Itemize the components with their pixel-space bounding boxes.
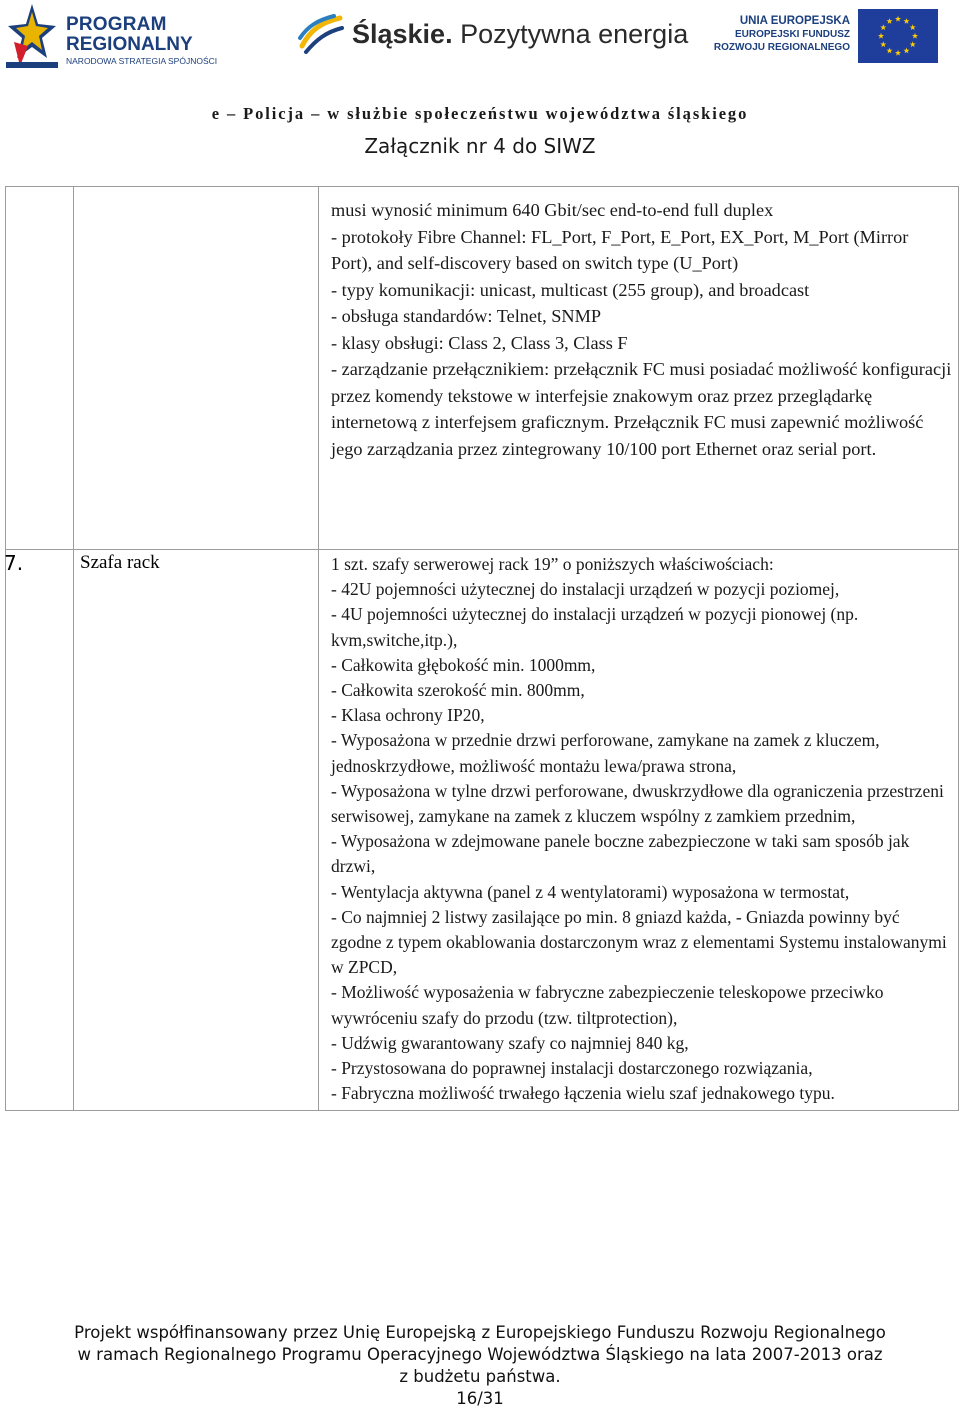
document-title: Załącznik nr 4 do SIWZ (364, 134, 596, 158)
row7-name: Szafa rack (80, 552, 160, 573)
eu-logo (712, 6, 956, 66)
footer-line3: z budżetu państwa. (399, 1367, 561, 1386)
page-number: 16/31 (456, 1389, 504, 1408)
footer-line2: w ramach Regionalnego Programu Operacyjnego Województwa Śląskiego na lata 2007-2013 oraz (77, 1345, 883, 1364)
eu-logo-text (714, 15, 850, 54)
logo-left-line3: NARODOWA STRATEGIA SPÓJNOŚCI (66, 56, 218, 66)
eu-flag-icon (858, 9, 938, 63)
row7-description: 1 szt. szafy serwerowej rack 19” o poniższych właściwościach: - 42U pojemności użytecznej do instalacji urządzeń w pozycji poziomej, - 4U pojemności użytecznej do instalacji urządzeń w pozycji pionowej (np. kvm,switche,itp.), - Całkowita głębokość min. 1000mm, - Całkowita szerokość min. 800mm, - Klasa ochrony IP20, - Wyposażona w przednie drzwi perforowane, zamykane na zamek z kluczem, jednoskrzydłowe, możliwość montażu lewa/prawa strona, - Wyposażona w tylne drzwi perforowane, dwuskrzydłowe dla ograniczenia przestrzeni serwisowej, zamykane na zamek z kluczem wspólny z zamkiem przednim, - Wyposażona w zdejmowane panele boczne zabezpieczone w taki sam sposób jak drzwi, - Wentylacja aktywna (panel z 4 wentylatorami) wyposażona w termostat, - Co najmniej 2 listwy zasilające po min. 8 gniazd każda, - Gniazda powinny być zgodne z typem okablowania dostarczonym wraz z elementami Systemu instalowanymi w ZPCD, - Możliwość wyposażenia w fabryczne zabezpieczenie teleskopowe przeciwko wywróceniu szafy do przodu (tzw. tiltprotection), - Udźwig gwarantowany szafy co najmniej 840 kg, - Przystosowana do poprawnej instalacji dostarczonego rozwiązania, - Fabryczna możliwość trwałego łączenia wielu szaf jednakowego typu. (331, 554, 947, 1104)
continuation-description: musi wynosić minimum 640 Gbit/sec end-to-end full duplex - protokoły Fibre Channel: FL_Port, F_Port, E_Port, EX_Port, M_Port (Mirror Port), and self-discovery based on switch type (U_Port) - typy komunikacji: unicast, multicast (255 group), and broadcast - obsługa standardów: Telnet, SNMP - klasy obsługi: Class 2, Class 3, Class F - zarządzanie przełącznikiem: przełącznik FC musi posiadać możliwość konfiguracji przez komendy tekstowe w interfejsie znakowym oraz przez przeglądarkę internetową z interfejsem graficznym. Przełącznik FC musi zapewnić możliwość jego zarządzania przez zintegrowany 10/100 port Ethernet oraz serial port. (331, 200, 952, 459)
row7-description-cell (319, 550, 959, 1111)
program-regionalny-logo (6, 2, 226, 70)
document-subtitle: e – Policja – w służbie społeczeństwu województwa śląskiego (211, 104, 749, 123)
eu-logo-line2: EUROPEJSKI FUNDUSZ (734, 29, 850, 40)
regional-program-star-icon (6, 2, 58, 68)
page-footer (0, 1322, 960, 1410)
slaskie-logo (296, 10, 689, 60)
continuation-description-cell (319, 187, 959, 550)
eu-logo-line3: ROZWOJU REGIONALNEGO (713, 42, 850, 53)
eu-logo-line1: UNIA EUROPEJSKA (739, 15, 850, 27)
slaskie-mark-icon (296, 12, 344, 56)
logo-left-line2: REGIONALNY (66, 34, 193, 55)
slaskie-logo-text (352, 19, 688, 50)
footer-line1: Projekt współfinansowany przez Unię Europejską z Europejskiego Funduszu Rozwoju Regionalnego (74, 1323, 886, 1342)
continuation-name-cell (74, 187, 319, 550)
table-row-continuation (6, 187, 959, 550)
specification-table (5, 186, 959, 1111)
slaskie-brand: Śląskie. (352, 19, 453, 49)
slaskie-slogan: Pozytywna energia (452, 19, 689, 49)
logo-left-line1: PROGRAM (66, 14, 167, 35)
row7-number-cell (6, 550, 74, 1111)
row7-name-cell (74, 550, 319, 1111)
table-row-7 (6, 550, 959, 1111)
row7-number: 7. (4, 551, 24, 575)
continuation-number-cell (6, 187, 74, 550)
